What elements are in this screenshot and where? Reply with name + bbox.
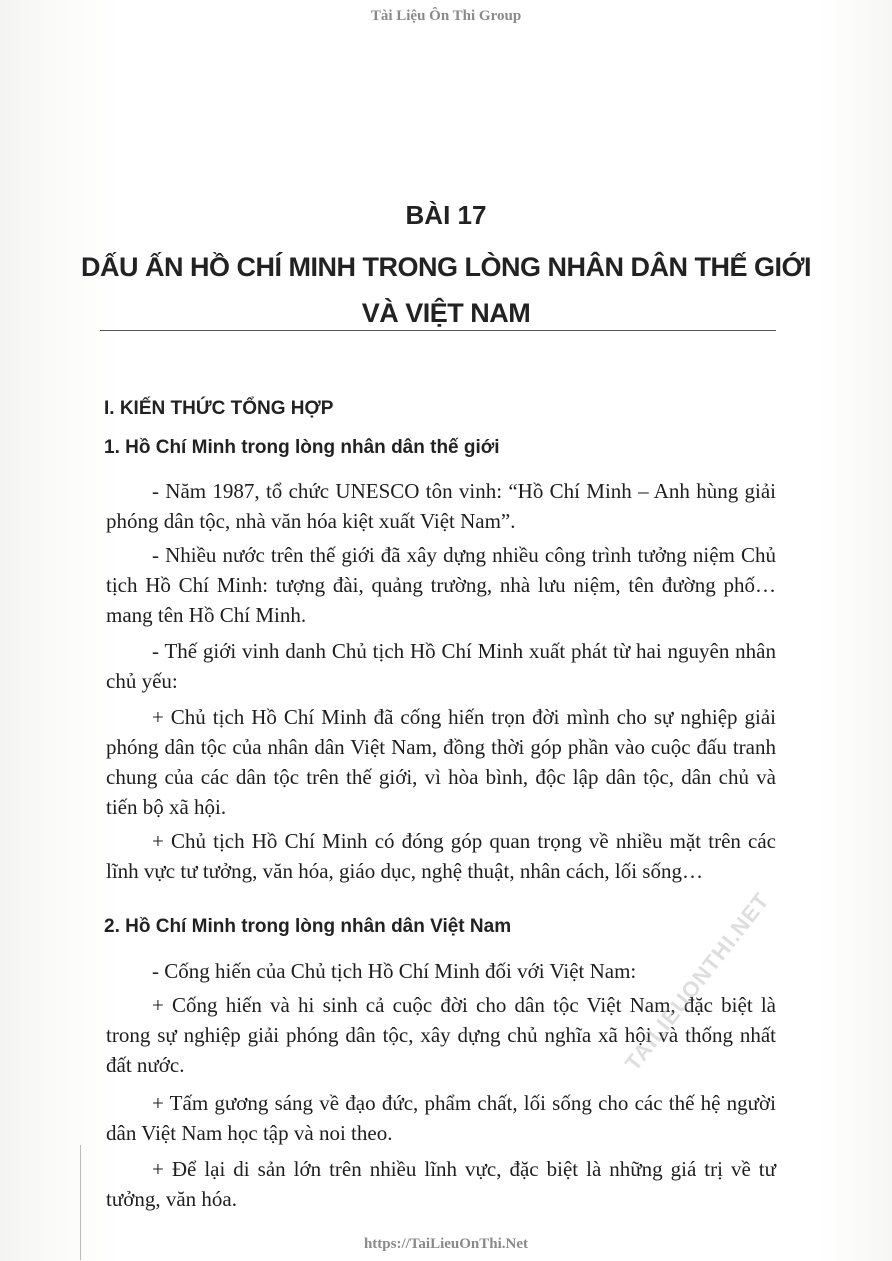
subsection-heading-1: 1. Hồ Chí Minh trong lòng nhân dân thế giới — [104, 437, 500, 458]
footer-url[interactable]: https://TaiLieuOnThi.Net — [363, 1236, 529, 1252]
paragraph: + Tấm gương sáng về đạo đức, phẩm chất, lối sống cho các thế hệ người dân Việt Nam học tập và noi theo. — [106, 1091, 776, 1145]
lesson-title-line-1: DẤU ẤN HỒ CHÍ MINH TRONG LÒNG NHÂN DÂN THẾ GIỚI — [80, 252, 811, 282]
paragraph: + Chủ tịch Hồ Chí Minh có đóng góp quan trọng về nhiều mặt trên các lĩnh vực tư tưởng, văn hóa, giáo dục, nghệ thuật, nhân cách, lối sống… — [106, 829, 776, 883]
section-heading-main: I. KIẾN THỨC TỔNG HỢP — [104, 398, 334, 419]
paragraph: + Cống hiến và hi sinh cả cuộc đời cho dân tộc Việt Nam, đặc biệt là trong sự nghiệp giải phóng dân tộc, xây dựng chủ nghĩa xã hội và thống nhất đất nước. — [106, 993, 776, 1077]
paragraph: - Thế giới vinh danh Chủ tịch Hồ Chí Minh xuất phát từ hai nguyên nhân chủ yếu: — [106, 639, 776, 693]
subsection-heading-2: 2. Hồ Chí Minh trong lòng nhân dân Việt Nam — [104, 916, 512, 937]
paragraph: - Cống hiến của Chủ tịch Hồ Chí Minh đối với Việt Nam: — [152, 959, 637, 983]
header-brand: Tài Liệu Ôn Thi Group — [370, 8, 522, 24]
watermark: TAILIEUONTHI.NET — [620, 887, 775, 1076]
paragraph: - Nhiều nước trên thế giới đã xây dựng nhiều công trình tưởng niệm Chủ tịch Hồ Chí Minh: tượng đài, quảng trường, nhà lưu niệm, tên đường phố… mang tên Hồ Chí Minh. — [106, 543, 776, 627]
title-divider — [100, 330, 776, 331]
lesson-number: BÀI 17 — [405, 200, 487, 230]
lesson-title-line-2: VÀ VIỆT NAM — [361, 298, 531, 328]
paragraph: - Năm 1987, tổ chức UNESCO tôn vinh: “Hồ Chí Minh – Anh hùng giải phóng dân tộc, nhà văn hóa kiệt xuất Việt Nam”. — [106, 479, 776, 533]
paragraph: + Chủ tịch Hồ Chí Minh đã cống hiến trọn đời mình cho sự nghiệp giải phóng dân tộc của nhân dân Việt Nam, đồng thời góp phần vào cuộc đấu tranh chung của các dân tộc trên thế giới, vì hòa bình, độc lập dân tộc, dân chủ và tiến bộ xã hội. — [106, 705, 776, 819]
lesson-title — [60, 244, 832, 336]
paragraph: + Để lại di sản lớn trên nhiều lĩnh vực, đặc biệt là những giá trị về tư tưởng, văn hóa. — [106, 1157, 776, 1211]
